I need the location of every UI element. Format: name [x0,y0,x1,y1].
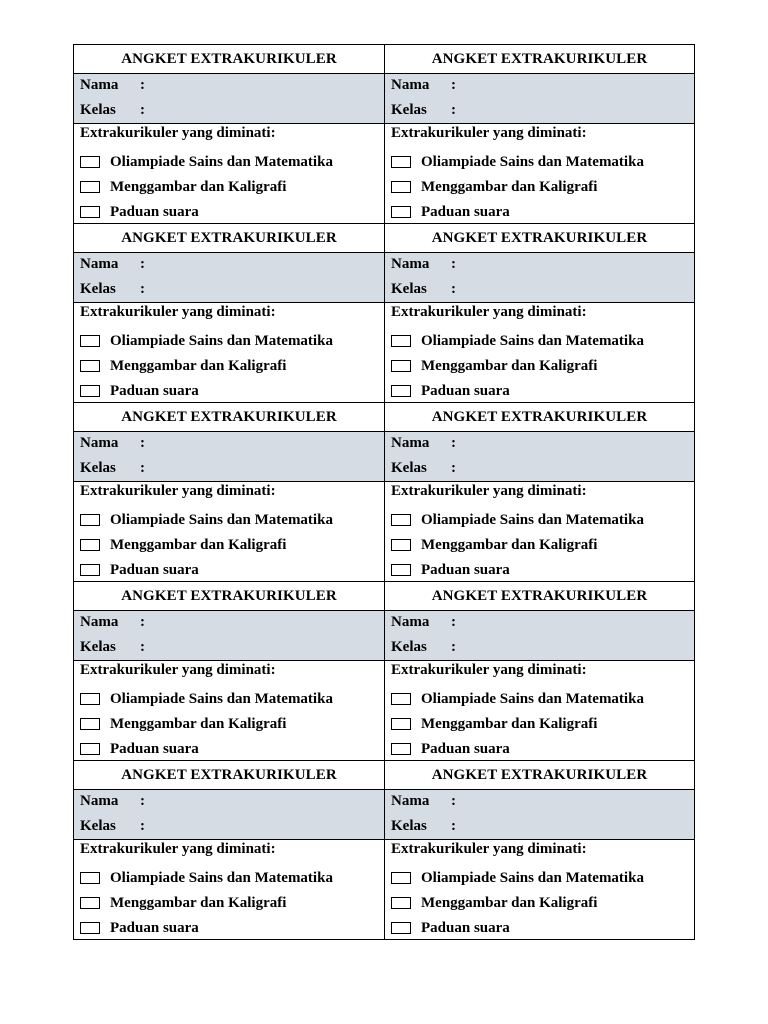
interest-heading: Extrakurikuler yang diminati: [391,304,587,320]
student-info [74,610,384,660]
name-separator: : [140,256,145,272]
survey-card [74,45,384,223]
checkbox-choir[interactable] [391,922,411,934]
survey-card [384,761,694,939]
student-info [385,431,694,481]
option-drawing-label: Menggambar dan Kaligrafi [110,894,287,911]
checkbox-olympiad[interactable] [80,872,100,884]
option-olympiad-label: Oliampiade Sains dan Matematika [110,869,333,886]
name-label: Nama [80,793,119,809]
option-drawing-label: Menggambar dan Kaligrafi [421,715,598,732]
name-field[interactable] [391,253,688,278]
option-choir-label: Paduan suara [421,740,510,757]
student-info [385,789,694,839]
name-field[interactable] [391,611,688,636]
class-field[interactable] [80,457,378,482]
name-field[interactable] [80,611,378,636]
card-row [74,402,694,581]
checkbox-drawing[interactable] [80,718,100,730]
option-olympiad[interactable] [80,507,378,532]
class-separator: : [140,281,145,297]
survey-sheet [73,44,695,940]
card-title: ANGKET EXTRAKURIKULER [431,588,648,604]
checkbox-olympiad[interactable] [80,335,100,347]
name-separator: : [451,435,456,451]
class-field[interactable] [80,99,378,124]
survey-card [74,761,384,939]
interest-heading: Extrakurikuler yang diminati: [391,841,587,857]
name-separator: : [140,793,145,809]
class-field[interactable] [391,99,688,124]
checkbox-olympiad[interactable] [80,514,100,526]
option-choir-label: Paduan suara [110,203,199,220]
option-choir-label: Paduan suara [110,561,199,578]
checkbox-drawing[interactable] [80,181,100,193]
class-field[interactable] [80,636,378,661]
card-row [74,581,694,760]
option-olympiad[interactable] [391,149,688,174]
interest-options [385,123,694,223]
option-olympiad-label: Oliampiade Sains dan Matematika [110,690,333,707]
checkbox-olympiad[interactable] [391,514,411,526]
name-field[interactable] [80,253,378,278]
name-label: Nama [80,77,119,93]
option-drawing[interactable] [80,353,378,378]
name-label: Nama [80,256,119,272]
option-drawing-label: Menggambar dan Kaligrafi [421,357,598,374]
option-drawing[interactable] [391,532,688,557]
checkbox-choir[interactable] [391,743,411,755]
checkbox-olympiad[interactable] [80,156,100,168]
name-label: Nama [391,256,430,272]
checkbox-drawing[interactable] [391,181,411,193]
name-separator: : [140,614,145,630]
option-choir-label: Paduan suara [421,561,510,578]
option-drawing[interactable] [391,353,688,378]
option-drawing-label: Menggambar dan Kaligrafi [421,536,598,553]
checkbox-choir[interactable] [80,922,100,934]
interest-heading: Extrakurikuler yang diminati: [80,304,276,320]
checkbox-olympiad[interactable] [391,693,411,705]
class-label: Kelas [80,460,116,476]
option-drawing[interactable] [391,711,688,736]
option-olympiad[interactable] [391,328,688,353]
option-olympiad[interactable] [391,865,688,890]
option-drawing[interactable] [391,174,688,199]
student-info [74,431,384,481]
name-label: Nama [391,435,430,451]
interest-heading: Extrakurikuler yang diminati: [391,125,587,141]
class-field[interactable] [391,636,688,661]
name-separator: : [451,614,456,630]
name-separator: : [451,793,456,809]
name-separator: : [140,77,145,93]
checkbox-drawing[interactable] [391,897,411,909]
interest-options [385,481,694,581]
option-olympiad-label: Oliampiade Sains dan Matematika [421,153,644,170]
option-olympiad-label: Oliampiade Sains dan Matematika [421,690,644,707]
option-drawing-label: Menggambar dan Kaligrafi [110,715,287,732]
option-choir[interactable] [80,199,378,224]
survey-card [384,224,694,402]
option-olympiad-label: Oliampiade Sains dan Matematika [421,869,644,886]
survey-card [384,45,694,223]
survey-card [384,403,694,581]
option-drawing-label: Menggambar dan Kaligrafi [110,536,287,553]
card-title: ANGKET EXTRAKURIKULER [121,230,337,246]
option-olympiad[interactable] [80,149,378,174]
class-label: Kelas [80,818,116,834]
interest-options [385,302,694,402]
option-olympiad[interactable] [80,686,378,711]
option-choir[interactable] [80,557,378,582]
name-separator: : [451,256,456,272]
checkbox-drawing[interactable] [391,360,411,372]
interest-options [74,660,384,760]
student-info [385,252,694,302]
class-field[interactable] [80,278,378,303]
option-drawing[interactable] [80,532,378,557]
card-title: ANGKET EXTRAKURIKULER [431,409,648,425]
name-field[interactable] [80,432,378,457]
name-separator: : [451,77,456,93]
option-choir[interactable] [80,736,378,761]
interest-options [385,839,694,939]
option-choir-label: Paduan suara [110,740,199,757]
card-title: ANGKET EXTRAKURIKULER [121,409,337,425]
class-separator: : [451,281,456,297]
option-olympiad[interactable] [391,686,688,711]
interest-heading: Extrakurikuler yang diminati: [391,662,587,678]
class-label: Kelas [391,639,427,655]
class-label: Kelas [391,281,427,297]
name-label: Nama [391,77,430,93]
class-label: Kelas [80,639,116,655]
option-choir-label: Paduan suara [421,203,510,220]
interest-options [74,123,384,223]
checkbox-choir[interactable] [391,385,411,397]
interest-heading: Extrakurikuler yang diminati: [80,841,276,857]
checkbox-drawing[interactable] [391,539,411,551]
option-drawing[interactable] [80,174,378,199]
card-title: ANGKET EXTRAKURIKULER [121,767,337,783]
class-label: Kelas [391,460,427,476]
name-field[interactable] [391,432,688,457]
class-field[interactable] [80,815,378,840]
checkbox-olympiad[interactable] [391,156,411,168]
card-title: ANGKET EXTRAKURIKULER [431,51,648,67]
class-label: Kelas [80,102,116,118]
name-label: Nama [391,793,430,809]
checkbox-choir[interactable] [80,564,100,576]
option-olympiad[interactable] [80,865,378,890]
card-row [74,760,694,939]
option-choir-label: Paduan suara [110,382,199,399]
name-separator: : [140,435,145,451]
option-choir[interactable] [391,378,688,403]
interest-heading: Extrakurikuler yang diminati: [391,483,587,499]
name-label: Nama [391,614,430,630]
survey-card [74,224,384,402]
option-olympiad-label: Oliampiade Sains dan Matematika [110,332,333,349]
card-row [74,223,694,402]
class-label: Kelas [80,281,116,297]
student-info [74,252,384,302]
survey-card [384,582,694,760]
name-field[interactable] [80,790,378,815]
class-label: Kelas [391,102,427,118]
class-label: Kelas [391,818,427,834]
interest-options [74,481,384,581]
class-field[interactable] [391,457,688,482]
checkbox-drawing[interactable] [80,360,100,372]
class-field[interactable] [391,278,688,303]
student-info [74,789,384,839]
name-field[interactable] [80,74,378,99]
checkbox-drawing[interactable] [80,539,100,551]
option-drawing-label: Menggambar dan Kaligrafi [421,894,598,911]
option-drawing-label: Menggambar dan Kaligrafi [421,178,598,195]
checkbox-olympiad[interactable] [80,693,100,705]
option-choir[interactable] [391,915,688,940]
interest-heading: Extrakurikuler yang diminati: [80,662,276,678]
option-choir-label: Paduan suara [421,919,510,936]
name-label: Nama [80,435,119,451]
option-olympiad-label: Oliampiade Sains dan Matematika [110,153,333,170]
checkbox-choir[interactable] [391,564,411,576]
class-separator: : [140,102,145,118]
checkbox-drawing[interactable] [391,718,411,730]
option-choir[interactable] [80,378,378,403]
name-field[interactable] [391,790,688,815]
checkbox-choir[interactable] [80,206,100,218]
option-choir[interactable] [80,915,378,940]
class-separator: : [451,818,456,834]
survey-card [74,582,384,760]
option-drawing[interactable] [80,711,378,736]
card-row [74,45,694,223]
option-olympiad-label: Oliampiade Sains dan Matematika [421,511,644,528]
name-label: Nama [80,614,119,630]
interest-options [385,660,694,760]
card-title: ANGKET EXTRAKURIKULER [431,767,648,783]
checkbox-olympiad[interactable] [391,335,411,347]
option-drawing[interactable] [80,890,378,915]
option-olympiad-label: Oliampiade Sains dan Matematika [110,511,333,528]
option-choir[interactable] [391,736,688,761]
student-info [74,73,384,123]
checkbox-choir[interactable] [80,385,100,397]
option-olympiad[interactable] [391,507,688,532]
student-info [385,610,694,660]
student-info [385,73,694,123]
interest-options [74,839,384,939]
class-separator: : [140,460,145,476]
option-drawing-label: Menggambar dan Kaligrafi [110,357,287,374]
checkbox-choir[interactable] [80,743,100,755]
option-drawing[interactable] [391,890,688,915]
interest-options [74,302,384,402]
option-drawing-label: Menggambar dan Kaligrafi [110,178,287,195]
class-separator: : [140,639,145,655]
class-separator: : [451,460,456,476]
checkbox-drawing[interactable] [80,897,100,909]
class-separator: : [451,102,456,118]
option-choir-label: Paduan suara [110,919,199,936]
survey-card [74,403,384,581]
card-title: ANGKET EXTRAKURIKULER [431,230,648,246]
option-olympiad[interactable] [80,328,378,353]
checkbox-olympiad[interactable] [391,872,411,884]
option-choir[interactable] [391,199,688,224]
checkbox-choir[interactable] [391,206,411,218]
interest-heading: Extrakurikuler yang diminati: [80,125,276,141]
class-separator: : [451,639,456,655]
class-field[interactable] [391,815,688,840]
card-title: ANGKET EXTRAKURIKULER [121,588,337,604]
name-field[interactable] [391,74,688,99]
class-separator: : [140,818,145,834]
interest-heading: Extrakurikuler yang diminati: [80,483,276,499]
card-title: ANGKET EXTRAKURIKULER [121,51,337,67]
option-olympiad-label: Oliampiade Sains dan Matematika [421,332,644,349]
option-choir-label: Paduan suara [421,382,510,399]
option-choir[interactable] [391,557,688,582]
